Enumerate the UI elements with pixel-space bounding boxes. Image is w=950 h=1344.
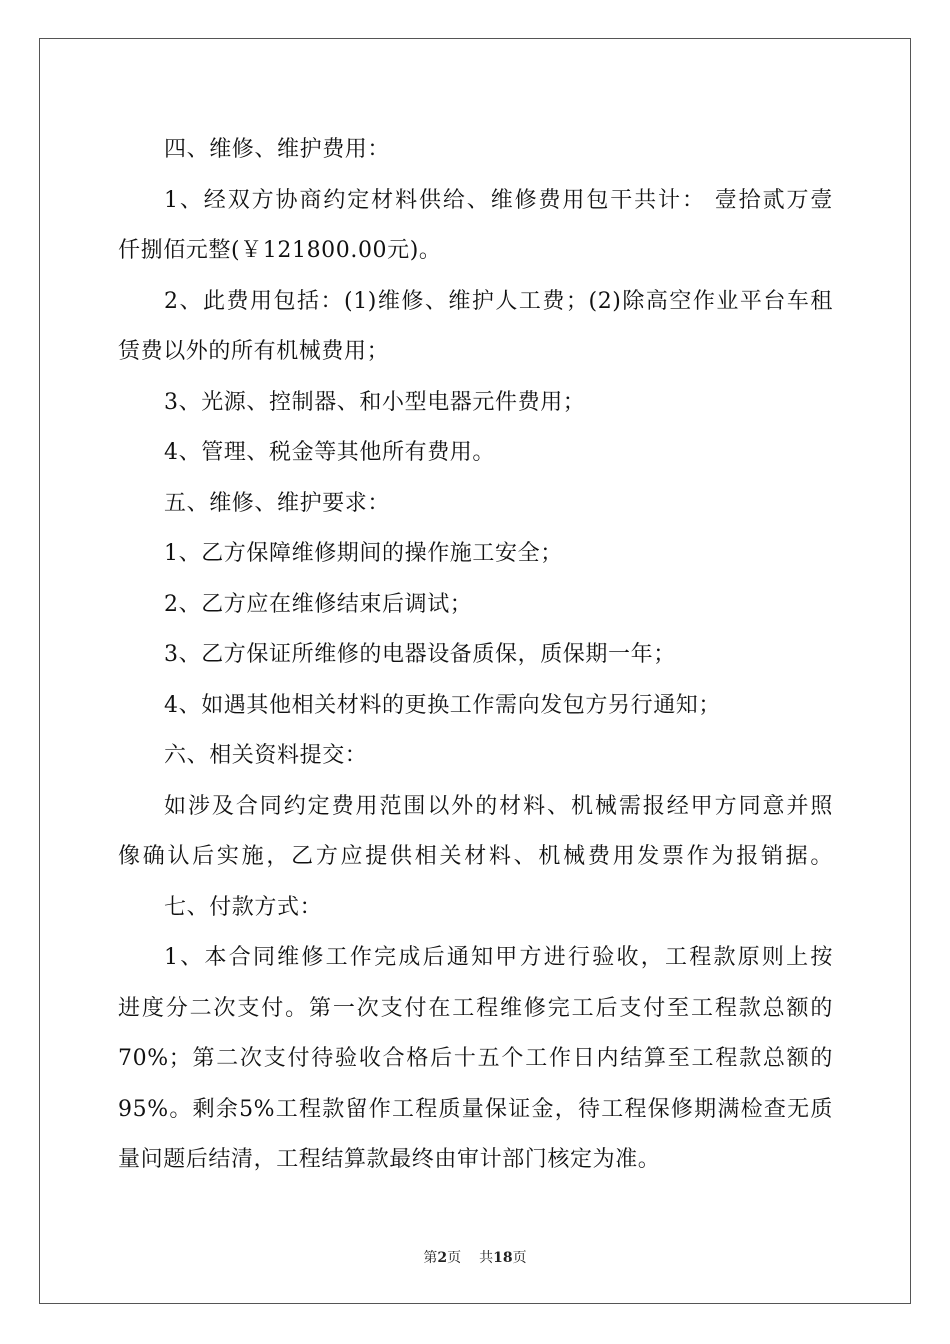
paragraph-line: 赁费以外的所有机械费用； — [118, 339, 390, 364]
paragraph-line: 70%；第二次支付待验收合格后十五个工作日内结算至工程款总额的 — [118, 1046, 833, 1071]
paragraph-line: 4、管理、税金等其他所有费用。 — [164, 440, 495, 465]
total-label-prefix: 共 — [479, 1250, 494, 1266]
page-number: 2 — [437, 1250, 448, 1266]
paragraph-line: 1、经双方协商约定材料供给、维修费用包干共计： 壹拾贰万壹 — [164, 187, 833, 213]
page-label-prefix: 第 — [423, 1250, 438, 1266]
paragraph-line: 3、光源、控制器、和小型电器元件费用； — [164, 389, 586, 415]
paragraph-line: 进度分二次支付。第一次支付在工程维修完工后支付至工程款总额的 — [118, 995, 833, 1021]
paragraph-line: 像确认后实施，乙方应提供相关材料、机械费用发票作为报销据。 — [118, 844, 833, 869]
paragraph-line: 2、此费用包括：(1)维修、维护人工费；(2)除高空作业平台车租 — [164, 288, 833, 314]
paragraph-line: 1、乙方保障维修期间的操作施工安全； — [164, 541, 563, 566]
section-heading-fees: 四、维修、维护费用： — [164, 137, 391, 162]
section-heading-documents: 六、相关资料提交： — [164, 743, 368, 768]
paragraph-line: 仟捌佰元整(￥121800.00元)。 — [118, 238, 442, 263]
total-label-suffix: 页 — [512, 1250, 527, 1266]
paragraph-line: 量问题后结清，工程结算款最终由审计部门核定为准。 — [118, 1147, 661, 1172]
section-heading-requirements: 五、维修、维护要求： — [164, 490, 391, 516]
page-footer — [0, 1247, 950, 1267]
paragraph-line: 2、乙方应在维修结束后调试； — [164, 591, 473, 617]
paragraph-line: 如涉及合同约定费用范围以外的材料、机械需报经甲方同意并照 — [164, 793, 833, 819]
page-label-suffix: 页 — [447, 1250, 462, 1266]
total-pages: 18 — [493, 1250, 513, 1266]
paragraph-line: 1、本合同维修工作完成后通知甲方进行验收，工程款原则上按 — [164, 945, 833, 970]
document-body — [118, 125, 833, 1186]
paragraph-line: 3、乙方保证所维修的电器设备质保，质保期一年； — [164, 642, 676, 667]
paragraph-line: 4、如遇其他相关材料的更换工作需向发包方另行通知； — [164, 692, 721, 718]
paragraph-line: 95%。剩余5%工程款留作工程质量保证金，待工程保修期满检查无质 — [118, 1096, 833, 1122]
section-heading-payment: 七、付款方式： — [164, 894, 323, 920]
